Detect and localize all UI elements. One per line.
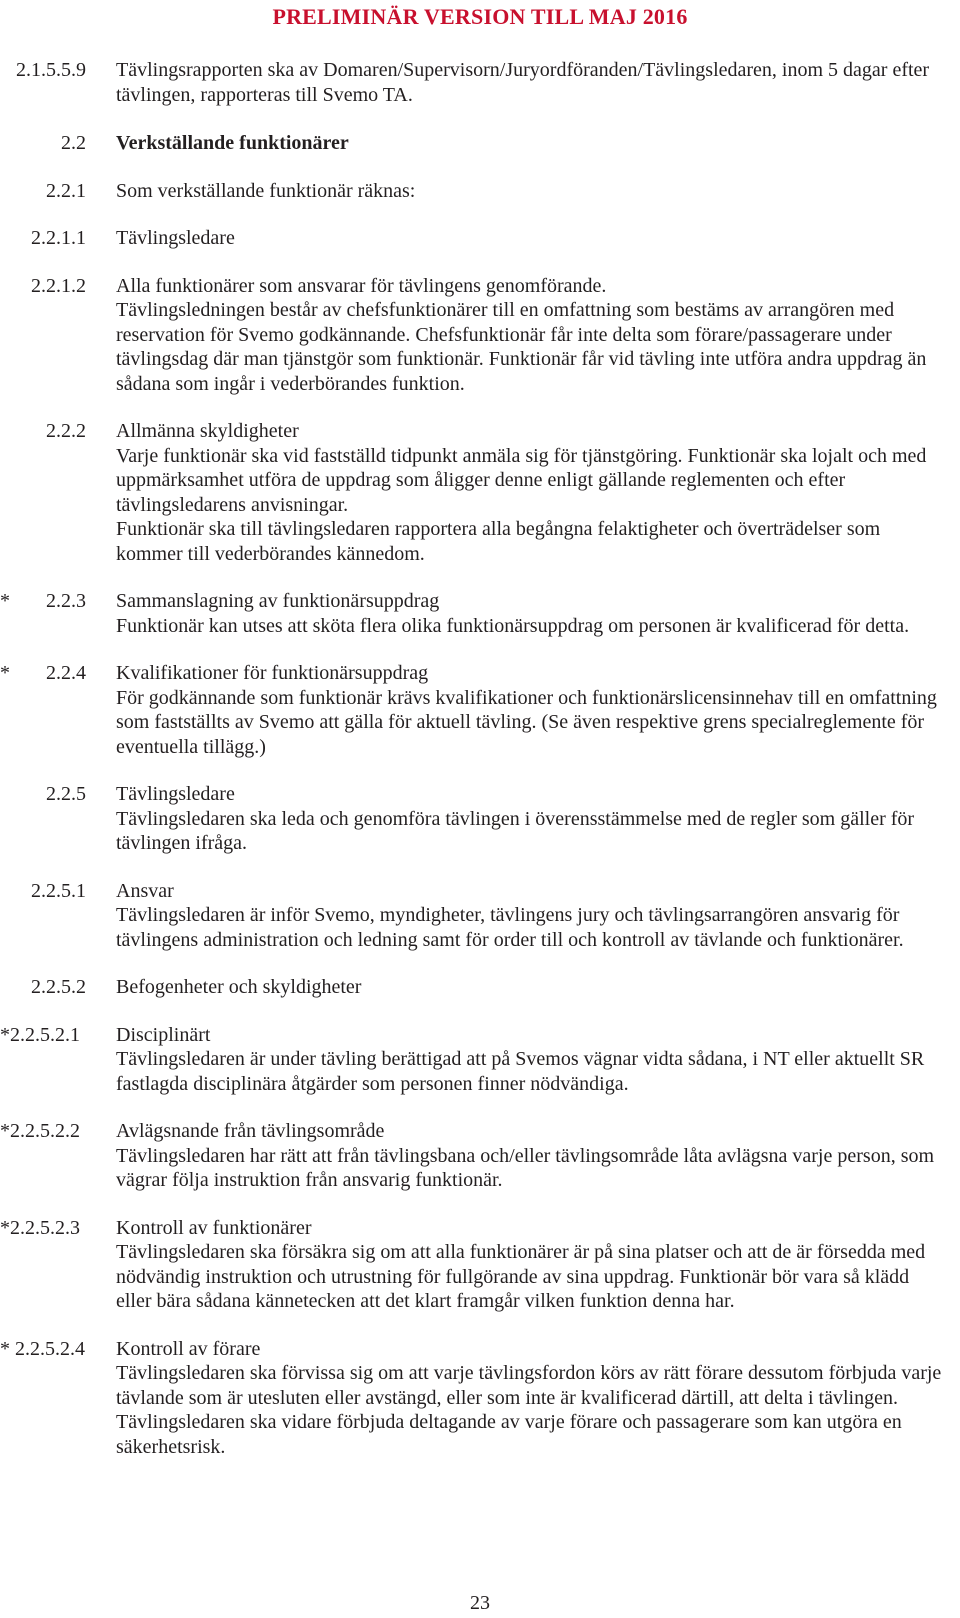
- section-number: 2.2.1: [46, 179, 86, 202]
- section-title: Kontroll av förare: [116, 1337, 261, 1360]
- section-2-2-5-2: [0, 975, 960, 1000]
- section-2-2-5-2-2: [0, 1119, 960, 1193]
- section-title: Tävlingsledare: [116, 227, 235, 249]
- change-marker: *: [0, 662, 10, 684]
- section-2-2-5-2-4: [0, 1337, 960, 1460]
- section-2-1-5-5-9: [0, 58, 960, 107]
- section-body: Tävlingsledaren är inför Svemo, myndigheter, tävlingens jury och tävlingsarrangören ansvarig för tävlingens administration och ledning samt för order till och kontroll av tävlande och funktionärer.: [116, 904, 904, 951]
- section-number: *2.2.5.2.3: [0, 1216, 80, 1239]
- section-2-2-1-1: [0, 226, 960, 251]
- page-number: 23: [470, 1592, 490, 1614]
- section-number: 2.2.3: [46, 590, 86, 612]
- section-number: 2.2: [61, 132, 86, 154]
- section-2-2: [0, 131, 960, 156]
- section-title: Tävlingsledare: [116, 783, 235, 805]
- section-number: 2.2.5.2: [31, 976, 86, 998]
- section-body: För godkännande som funktionär krävs kvalifikationer och funktionärslicensinnehav till en omfattning som fastställts av Svemo att gälla för aktuell tävling. (Se även respektive grens specialreglemente för eventuella tillägg.): [116, 686, 937, 758]
- section-title: Ansvar: [116, 879, 174, 902]
- section-2-2-3: [0, 589, 960, 638]
- section-2-2-1: [0, 179, 960, 204]
- section-body: Tävlingsledaren är under tävling berättigad att på Svemos vägnar vidta sådana, i NT eller aktuellt SR fastlagda disciplinära åtgärder som personen finner nödvändiga.: [116, 1048, 925, 1095]
- section-title: Kvalifikationer för funktionärsuppdrag: [116, 662, 429, 684]
- section-body: Funktionär kan utses att sköta flera olika funktionärsuppdrag om personen är kvalificerad för detta.: [116, 614, 910, 637]
- section-title: Befogenheter och skyldigheter: [116, 976, 362, 998]
- section-body: Tävlingsledaren ska förvissa sig om att varje tävlingsfordon körs av rätt förare dessutom förbjuda varje tävlande som är utesluten eller avstängd, eller som inte är kvalificerad därtill, att delta i tävlingen. Tävlingsledaren ska vidare förbjuda deltagande av varje förare och passagerare som kan utgöra en säkerhetsrisk.: [116, 1362, 942, 1458]
- section-number: 2.2.1.2: [31, 274, 86, 297]
- section-number: *2.2.5.2.2: [0, 1120, 80, 1142]
- section-2-2-2: [0, 419, 960, 566]
- section-2-2-1-2: [0, 274, 960, 397]
- section-title: Allmänna skyldigheter: [116, 420, 299, 442]
- section-body: Varje funktionär ska vid fastställd tidpunkt anmäla sig för tjänstgöring. Funktionär ska lojalt och med uppmärksamhet utföra de uppdrag som åligger denne enligt gällande reglementen och efter tävlingsledarens anvisningar.: [116, 444, 927, 516]
- section-2-2-4: [0, 661, 960, 759]
- section-body: Tävlingsledaren har rätt att från tävlingsbana och/eller tävlingsområde låta avlägsna varje person, som vägrar följa instruktion från ansvarig funktionär.: [116, 1144, 935, 1191]
- section-number: 2.2.5: [46, 783, 86, 805]
- preliminary-version-header: PRELIMINÄR VERSION TILL MAJ 2016: [272, 4, 688, 29]
- section-body: Tävlingsledaren ska leda och genomföra tävlingen i överensstämmelse med de regler som gäller för tävlingen ifråga.: [116, 807, 915, 854]
- section-title: Disciplinärt: [116, 1023, 211, 1046]
- section-title: Alla funktionärer som ansvarar för tävlingens genomförande.: [116, 274, 607, 297]
- section-2-2-5-2-1: [0, 1023, 960, 1097]
- section-title: Sammanslagning av funktionärsuppdrag: [116, 590, 440, 612]
- document-body: [0, 58, 960, 1459]
- section-number: 2.2.2: [46, 420, 86, 442]
- section-2-2-5-2-3: [0, 1216, 960, 1314]
- section-title: Som verkställande funktionär räknas:: [116, 179, 416, 202]
- section-number: *2.2.5.2.1: [0, 1023, 80, 1046]
- section-number: 2.1.5.5.9: [16, 59, 86, 81]
- section-number: 2.2.1.1: [31, 227, 86, 249]
- section-body-continued: Funktionär ska till tävlingsledaren rapportera alla begångna felaktigheter och överträdelser som kommer till vederbörandes kännedom.: [116, 518, 881, 565]
- section-number: 2.2.4: [46, 662, 86, 684]
- change-marker: *: [0, 590, 10, 612]
- section-2-2-5-1: [0, 879, 960, 953]
- section-title: Kontroll av funktionärer: [116, 1216, 312, 1239]
- section-title: Avlägsnande från tävlingsområde: [116, 1120, 385, 1142]
- section-2-2-5: [0, 782, 960, 856]
- section-number: * 2.2.5.2.4: [0, 1337, 85, 1360]
- section-heading: Verkställande funktionärer: [116, 132, 349, 154]
- section-text: Tävlingsrapporten ska av Domaren/Supervisorn/Juryordföranden/Tävlingsledaren, inom 5 dagar efter tävlingen, rapporteras till Svemo TA.: [116, 59, 930, 106]
- section-body: Tävlingsledningen består av chefsfunktionärer till en omfattning som bestäms av arrangören med reservation för Svemo godkännande. Chefsfunktionär får inte delta som förare/passagerare under tävlingsdag där man tjänstgör som funktionär. Funktionär får vid tävling inte utföra andra uppdrag än sådana som ingår i vederbörandes funktion.: [116, 299, 927, 395]
- section-body: Tävlingsledaren ska försäkra sig om att alla funktionärer är på sina platser och att de är försedda med nödvändig instruktion och utrustning för fullgörande av sina uppdrag. Funktionär bör vara så klädd eller bära sådana kännetecken att det klart framgår vilken funktion denna har.: [116, 1241, 926, 1312]
- section-number: 2.2.5.1: [31, 879, 86, 902]
